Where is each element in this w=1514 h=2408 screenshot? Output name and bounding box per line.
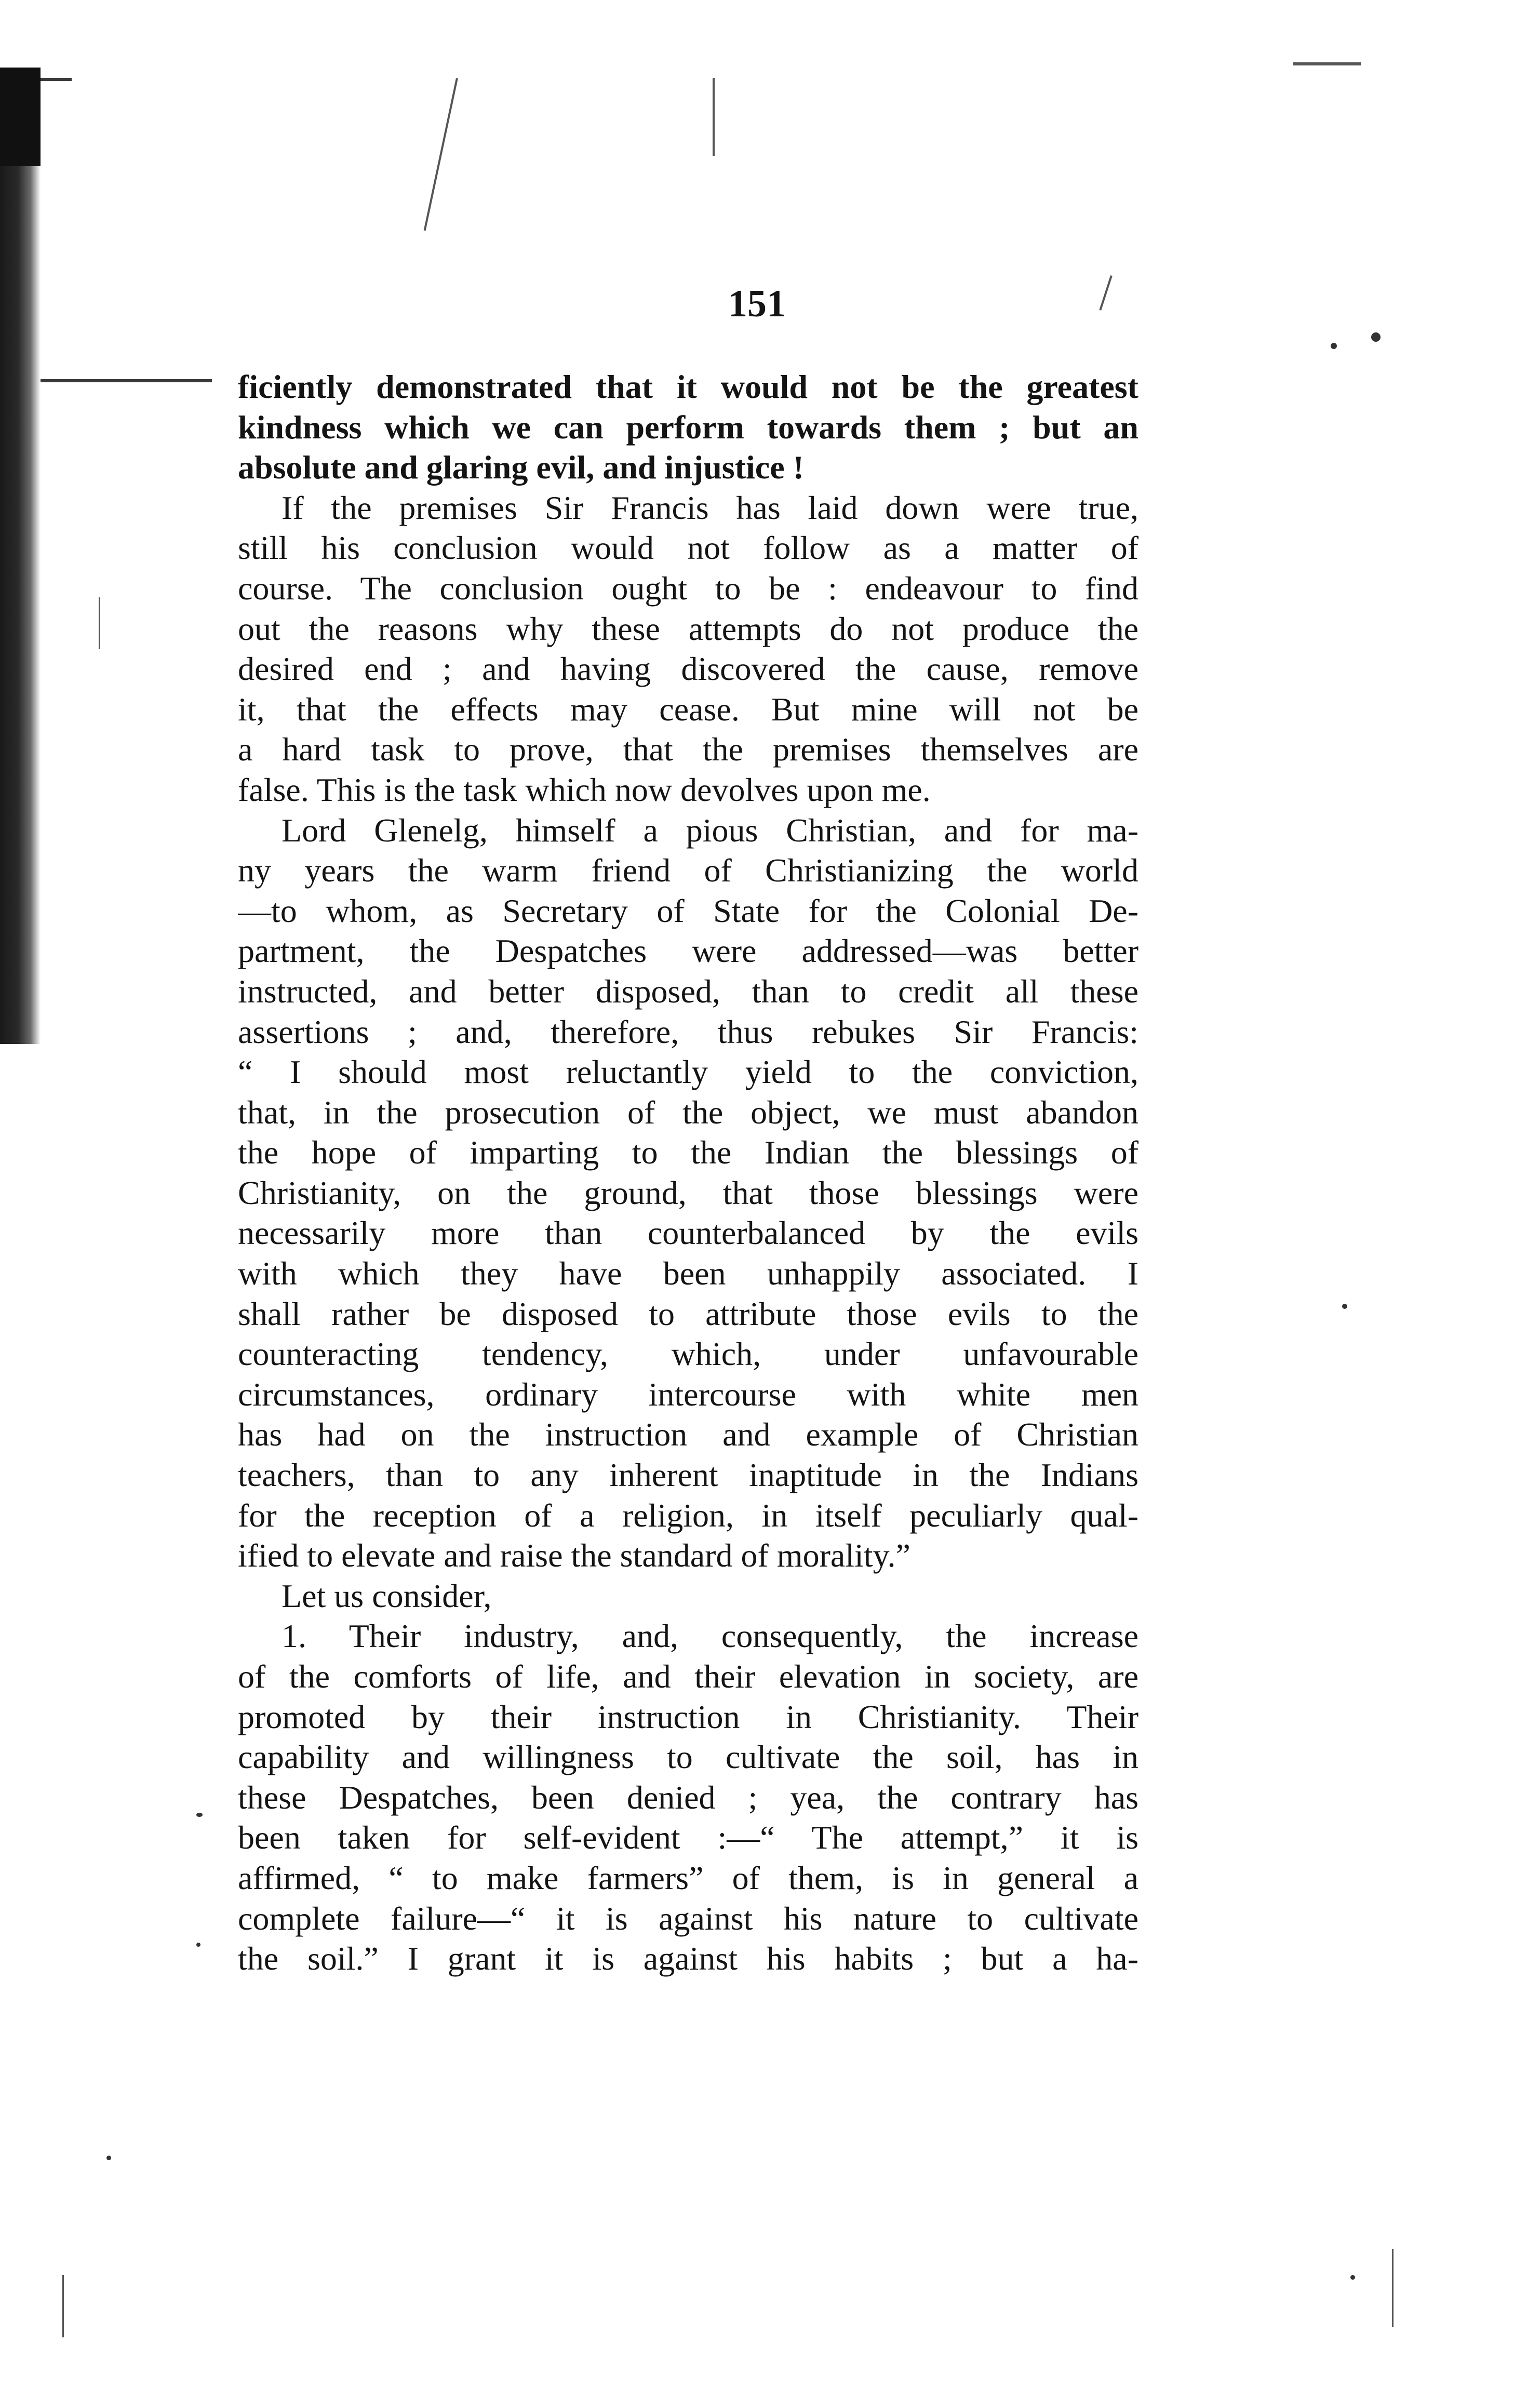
text-line: the soil.” I grant it is against his habits ; but a ha- (238, 1940, 1138, 1977)
scan-artifact (1293, 62, 1361, 65)
text-line: 1. Their industry, and, consequently, the increase (282, 1617, 1138, 1655)
text-line: Christianity, on the ground, that those blessings were (238, 1174, 1138, 1211)
text-line: ny years the warm friend of Christianizing the world (238, 852, 1138, 889)
text-line: If the premises Sir Francis has laid down were true, (282, 489, 1138, 526)
text-line: ified to elevate and raise the standard of morality.” (238, 1537, 910, 1574)
text-line: absolute and glaring evil, and injustice ! (238, 449, 804, 486)
scan-artifact (1371, 332, 1381, 342)
scan-artifact (106, 2156, 111, 2160)
text-line: partment, the Despatches were addressed—was better (238, 932, 1138, 970)
text-line: still his conclusion would not follow as a matter of (238, 529, 1138, 567)
text-line: shall rather be disposed to attribute those evils to the (238, 1295, 1138, 1332)
text-line: desired end ; and having discovered the cause, remove (238, 650, 1138, 688)
text-line: capability and willingness to cultivate the soil, has in (238, 1738, 1138, 1776)
text-line: for the reception of a religion, in itself peculiarly qual- (238, 1496, 1138, 1534)
text-line: the hope of imparting to the Indian the blessings of (238, 1134, 1138, 1171)
body-text (238, 367, 1138, 1979)
text-line: complete failure—“ it is against his nature to cultivate (238, 1899, 1138, 1937)
binding-shadow-top (0, 68, 41, 166)
text-line: Lord Glenelg, himself a pious Christian, and for ma- (282, 811, 1138, 849)
scan-artifact (99, 597, 100, 649)
text-line: necessarily more than counterbalanced by the evils (238, 1214, 1138, 1252)
text-line: been taken for self-evident :—“ The attempt,” it is (238, 1819, 1138, 1856)
text-line: these Despatches, been denied ; yea, the contrary has (238, 1778, 1138, 1816)
text-line: a hard task to prove, that the premises themselves are (238, 731, 1138, 768)
scan-artifact (713, 78, 715, 156)
text-line: instructed, and better disposed, than to credit all these (238, 972, 1138, 1010)
text-line: has had on the instruction and example of Christian (238, 1416, 1138, 1453)
text-line: out the reasons why these attempts do not produce the (238, 610, 1138, 647)
text-line: teachers, than to any inherent inaptitude in the Indians (238, 1456, 1138, 1494)
text-line: “ I should most reluctantly yield to the conviction, (238, 1053, 1138, 1091)
binding-shadow (0, 68, 41, 1044)
text-line: kindness which we can perform towards them ; but an (238, 408, 1138, 446)
binding-mark (41, 379, 212, 382)
scan-artifact (1350, 2275, 1355, 2280)
text-line: circumstances, ordinary intercourse with white men (238, 1375, 1138, 1413)
binding-mark (41, 78, 72, 81)
text-line: assertions ; and, therefore, thus rebukes Sir Francis: (238, 1013, 1138, 1050)
scan-artifact (424, 78, 458, 231)
text-line: with which they have been unhappily associated. I (238, 1255, 1138, 1292)
scan-artifact (1392, 2249, 1394, 2327)
text-line: counteracting tendency, which, under unfavourable (238, 1335, 1138, 1373)
text-line: it, that the effects may cease. But mine will not be (238, 690, 1138, 728)
scan-artifact (196, 1813, 203, 1817)
text-line: of the comforts of life, and their elevation in society, are (238, 1658, 1138, 1695)
text-line: that, in the prosecution of the object, we must abandon (238, 1093, 1138, 1131)
text-line: ficiently demonstrated that it would not be the greatest (238, 368, 1138, 405)
scan-artifact (62, 2275, 64, 2337)
scan-artifact (196, 1943, 200, 1947)
page-number: 151 (728, 283, 786, 325)
scan-artifact (1331, 343, 1337, 349)
text-line: Let us consider, (282, 1577, 492, 1614)
text-line: affirmed, “ to make farmers” of them, is in general a (238, 1859, 1138, 1896)
text-line: false. This is the task which now devolves upon me. (238, 771, 931, 808)
text-line: course. The conclusion ought to be : endeavour to find (238, 569, 1138, 607)
text-line: —to whom, as Secretary of State for the Colonial De- (238, 892, 1138, 929)
text-line: promoted by their instruction in Christianity. Their (238, 1698, 1138, 1735)
scan-artifact (1342, 1304, 1347, 1309)
